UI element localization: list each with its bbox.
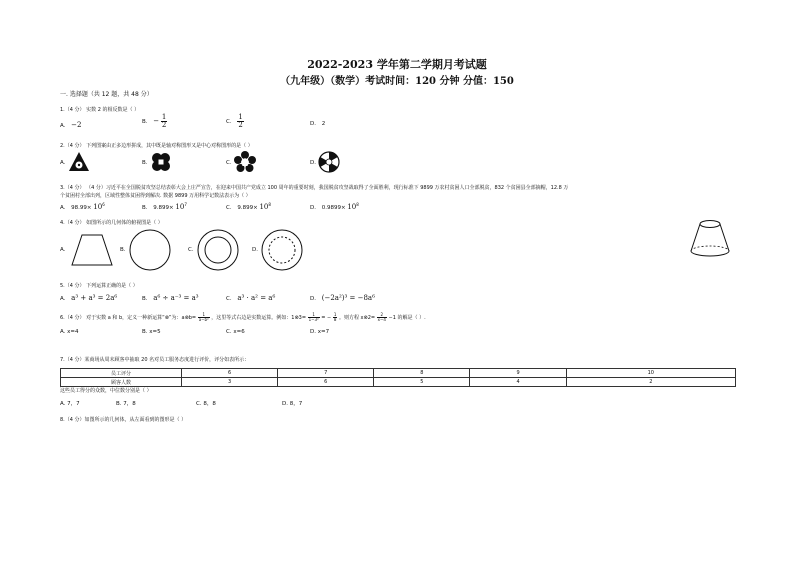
q3-b-pow: 7: [184, 202, 187, 207]
exam-subtitle: （九年级）（数学）考试时间：120 分钟 分值：150: [280, 76, 514, 87]
q1-d-label: D.: [310, 121, 316, 127]
q2-a-label: A.: [60, 160, 66, 166]
q6-stem-b: ，这里等式右边是实数运算。例如：1⊗3=: [211, 315, 307, 321]
q2-stem: 2.（4 分） 下列图案由正多边形拼成，其中既是轴对称图形又是中心对称图形的是（ ）: [60, 143, 253, 149]
q4-dashed-circles-icon[interactable]: [260, 228, 304, 272]
q4-circle-icon[interactable]: [128, 228, 172, 272]
q6-f3-den: 8: [333, 317, 337, 322]
q6-f4-den: x−4: [377, 317, 386, 322]
q1-a-label: A.: [60, 123, 66, 129]
q1-option-d[interactable]: [310, 121, 325, 127]
q6-stem-d: 。则方程 x⊗2=: [338, 315, 376, 321]
q2-four-circles-icon[interactable]: [150, 151, 172, 173]
q1-b-num: 1: [161, 113, 167, 121]
q6-f4-num: 2: [377, 313, 387, 318]
q3-c-pow: 8: [268, 202, 271, 207]
q1-c-den: 2: [238, 121, 243, 129]
q5-option-d[interactable]: [310, 294, 375, 302]
section-heading: 一. 选择题（共 12 题，共 48 分）: [60, 91, 153, 98]
q3-d-base: 10: [347, 202, 357, 211]
q6-f2-den: 1−3²: [308, 317, 319, 322]
q2-pentagon-flower-icon[interactable]: [234, 151, 256, 173]
q5-b-expr: a⁶ ÷ a⁻³ = a³: [153, 294, 199, 302]
q1-c-label: C.: [226, 119, 232, 125]
q3-option-b[interactable]: [142, 202, 187, 211]
q6-option-a[interactable]: A. x=4: [60, 329, 79, 335]
q3-option-c[interactable]: [226, 202, 271, 211]
q3-a-label: A.: [60, 204, 66, 211]
q5-option-b[interactable]: [142, 294, 199, 302]
q1-option-a[interactable]: [60, 121, 82, 129]
q3-d-label: D.: [310, 204, 316, 211]
table-cell: 顾客人数: [61, 378, 182, 387]
q7-option-d[interactable]: D. 8，7: [282, 401, 303, 407]
q6-option-c[interactable]: C. x=6: [226, 329, 245, 335]
q1-option-b[interactable]: [142, 114, 167, 129]
q6-option-b[interactable]: B. x=5: [142, 329, 161, 335]
q6-option-d[interactable]: D. x=7: [310, 329, 330, 335]
table-cell: 6: [278, 378, 374, 387]
table-cell: 员工评分: [61, 369, 182, 378]
q4-trapezoid-icon[interactable]: [70, 233, 114, 267]
q5-b-label: B.: [142, 296, 148, 302]
q6-f3-num: 1: [333, 312, 337, 317]
q7-stem: 7.（4 分）某商场从周末顾客中抽取 20 名对员工服务态度进行评价，评分如表所示：: [60, 357, 250, 363]
q4-concentric-circles-icon[interactable]: [196, 228, 240, 272]
q7-score-table: [60, 368, 736, 387]
q2-hexagon-wheel-icon[interactable]: [318, 151, 340, 173]
q6-f1-num: 1: [198, 313, 210, 318]
q5-c-expr: a³ · a² = a⁶: [237, 294, 276, 302]
q5-d-label: D.: [310, 296, 316, 302]
q5-a-label: A.: [60, 296, 66, 302]
q3-b-base: 10: [175, 202, 185, 211]
q4-a-label: A.: [60, 247, 66, 253]
q3-c-text: 9.899×: [237, 204, 258, 211]
table-cell: 10: [566, 369, 735, 378]
q3-a-pow: 6: [102, 202, 105, 207]
q4-c-label: C.: [188, 247, 194, 253]
q2-b-label: B.: [142, 160, 148, 166]
q7-after-text: 这些员工得分的众数，中位数分别是（ ）: [60, 388, 152, 394]
q5-c-label: C.: [226, 296, 232, 302]
q3-a-text: 98.99×: [71, 204, 92, 211]
q1-b-sign: −: [153, 117, 160, 125]
q6-stem-e: −1 的解是（ ）.: [388, 315, 426, 321]
q6-stem-c: = −: [321, 315, 332, 321]
q5-stem: 5.（4 分） 下列运算正确的是（ ）: [60, 283, 138, 289]
table-row: [61, 378, 736, 387]
q4-frustum-solid-icon: [688, 218, 732, 258]
q3-d-pow: 8: [356, 202, 359, 207]
q3-b-text: 9.899×: [153, 204, 174, 211]
q8-stem: 8.（4 分）如图所示的几何体，从左面看到的图形是（ ）: [60, 417, 187, 423]
q1-option-c[interactable]: [226, 114, 244, 129]
q6-stem: [60, 313, 426, 322]
q6-f2-num: 1: [308, 313, 320, 318]
q1-b-label: B.: [142, 119, 148, 125]
q3-stem-line2: 个贫困村全部出列，区域性整体贫困得到解决. 数据 9899 万用科学记数法表示为（ ）: [60, 193, 251, 199]
q1-b-den: 2: [161, 121, 167, 129]
table-cell: 2: [566, 378, 735, 387]
q3-c-label: C.: [226, 204, 232, 211]
q7-option-b[interactable]: B. 7，8: [116, 401, 136, 407]
table-row: [61, 369, 736, 378]
q1-a-text: −2: [71, 121, 82, 129]
q7-option-c[interactable]: C. 8，8: [196, 401, 216, 407]
q3-c-base: 10: [259, 202, 269, 211]
table-cell: 5: [374, 378, 470, 387]
q1-stem: 1.（4 分） 实数 2 的相反数是（ ）: [60, 107, 140, 113]
table-cell: 3: [182, 378, 278, 387]
q3-a-base: 10: [93, 202, 103, 211]
q3-d-text: 0.9899×: [321, 204, 346, 211]
q2-d-label: D.: [310, 160, 316, 166]
q6-stem-a: 6.（4 分） 对于实数 a 和 b，定义一种新运算“⊗”为：a⊗b=: [60, 315, 197, 321]
q5-option-a[interactable]: [60, 294, 117, 302]
q5-option-c[interactable]: [226, 294, 275, 302]
q2-triangle-pattern-icon[interactable]: [68, 151, 90, 173]
q4-b-label: B.: [120, 247, 126, 253]
q3-stem-line1: 3.（4 分） （4 分）习近平在全国脱贫攻坚总结表彰大会上庄严宣告，在迎来中国共产党成立 100 周年的重要时刻，我国脱贫攻坚战取得了全面胜利，现行标准下 9899 万农村贫困人口全部脱贫，832 个贫困县全部摘帽，12.8 万: [60, 185, 569, 191]
q5-a-expr: a³ + a³ = 2a⁶: [71, 294, 118, 302]
q2-c-label: C.: [226, 160, 232, 166]
q3-option-d[interactable]: [310, 202, 359, 211]
table-cell: 7: [278, 369, 374, 378]
exam-title: 2022-2023 学年第二学期月考试题: [307, 58, 487, 71]
q5-d-expr: (−2a²)³ = −8a⁶: [321, 294, 375, 302]
table-cell: 9: [470, 369, 566, 378]
q1-d-text: 2: [321, 121, 326, 127]
q7-option-a[interactable]: A. 7，7: [60, 401, 80, 407]
q1-c-num: 1: [238, 113, 243, 121]
table-cell: 8: [374, 369, 470, 378]
q4-d-label: D.: [252, 247, 258, 253]
table-cell: 4: [470, 378, 566, 387]
q3-option-a[interactable]: [60, 202, 105, 211]
q6-f1-den: a−b²: [198, 317, 209, 322]
table-cell: 6: [182, 369, 278, 378]
q4-stem: 4.（4 分） 如图所示的几何体的俯视图是（ ）: [60, 220, 163, 226]
q3-b-label: B.: [142, 204, 148, 211]
